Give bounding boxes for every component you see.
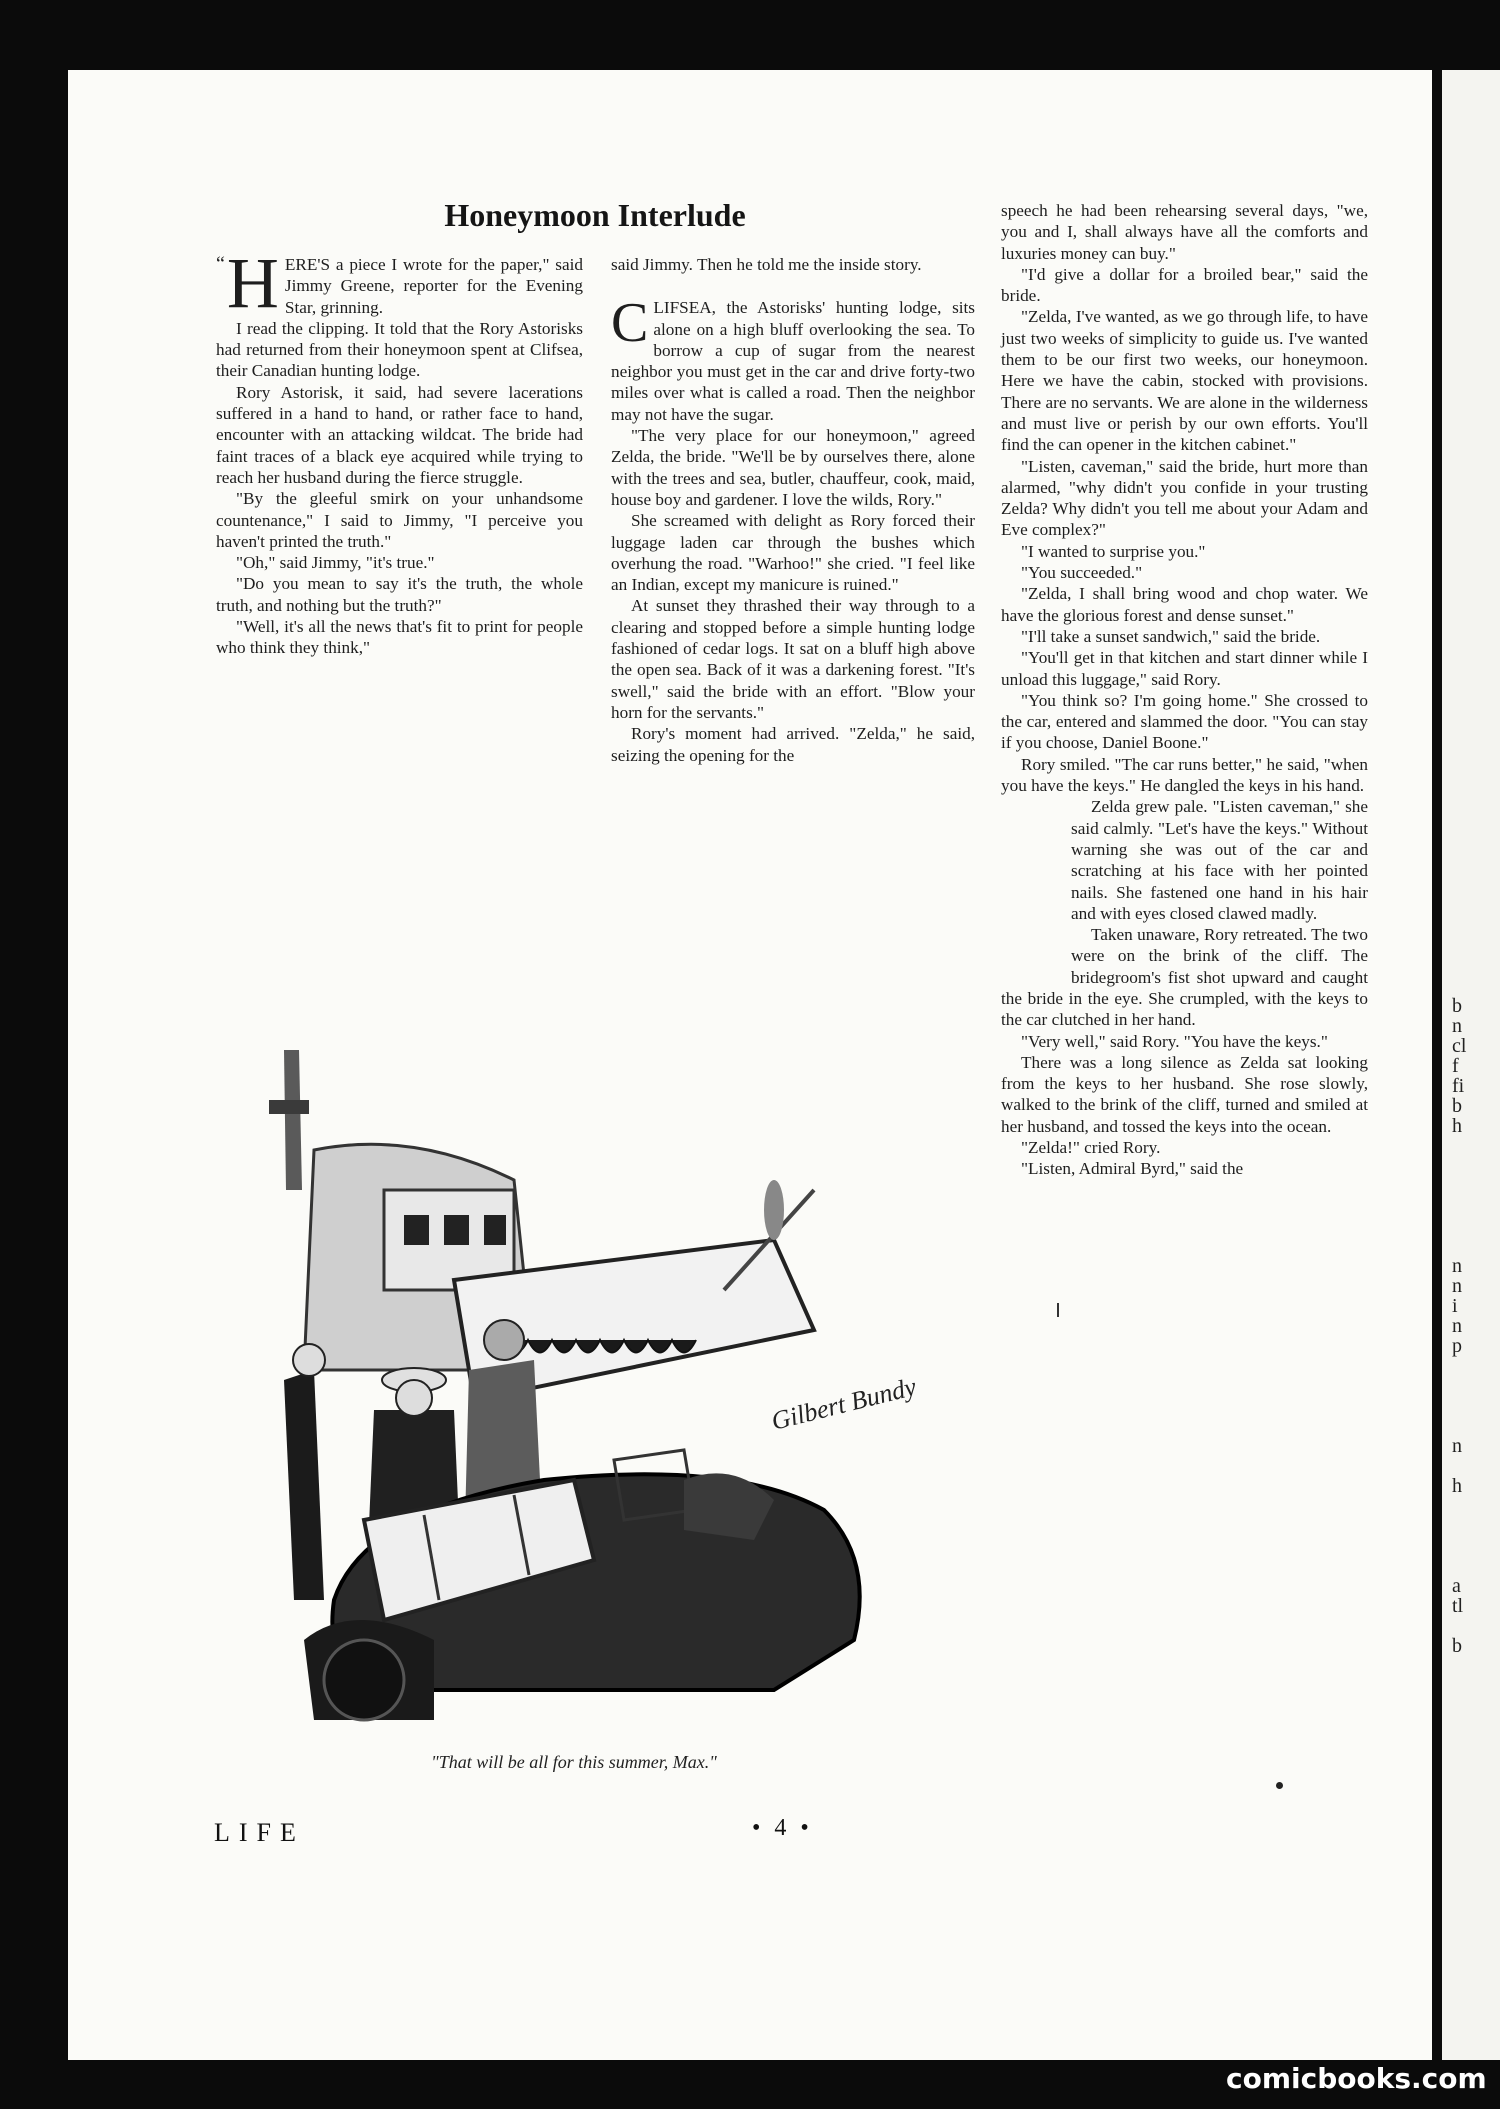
adjacent-page-fragment [1452,1176,1492,1196]
adjacent-page-fragment: n [1452,1315,1462,1337]
adjacent-page-fragment [1452,1496,1492,1516]
adjacent-page-fragment: a [1452,1575,1461,1597]
adjacent-page-fragment: b [1452,1635,1462,1657]
adjacent-page-fragment [1452,1356,1492,1376]
chauffeur-head [484,1320,524,1360]
paragraph: She screamed with delight as Rory forced their luggage laden car through the bushes which overhung the road. "Warhoo!" she cried. "I feel like an Indian, except my manicure is ruined." [611,511,975,595]
end-mark [1276,1782,1283,1789]
adjacent-page-fragment [1452,1136,1492,1156]
page-number: • 4 • [752,1815,813,1841]
adjacent-page-text [1452,996,1492,1656]
magazine-name: LIFE [214,1818,305,1847]
paragraph: "Listen, caveman," said the bride, hurt more than alarmed, "why didn't you confide in your trusting Zelda? Why didn't you tell me about your Adam and Eve complex?" [1001,456,1368,540]
paragraph: "You'll get in that kitchen and start dinner while I unload this luggage," said Rory. [1001,648,1368,689]
article-column-2 [611,254,975,766]
adjacent-page-fragment [1452,1416,1492,1436]
paragraph: Zelda grew pale. "Listen caveman," she said calmly. "Let's have the keys." Without warning she was out of the car and scratching at his face with her pointed nails. She fastened one hand in his hair and with eyes closed clawed madly. [1071,797,1368,923]
adjacent-page-fragment: i [1452,1295,1458,1317]
adjacent-page-fragment: n [1452,1015,1462,1037]
adjacent-page-fragment: n [1452,1435,1462,1457]
paragraph: "Well, it's all the news that's fit to print for people who think they think," [216,617,583,658]
paragraph: "You think so? I'm going home." She crossed to the car, entered and slammed the door. "You can stay if you choose, Daniel Boone." [1001,690,1368,753]
ship-window [444,1215,469,1245]
adjacent-page-fragment: tl [1452,1595,1464,1617]
paragraph: "I'd give a dollar for a broiled bear," said the bride. [1001,264,1368,306]
paragraph: "Do you mean to say it's the truth, the whole truth, and nothing but the truth?" [216,574,583,615]
article-title: Honeymoon Interlude [444,197,746,233]
paragraph: "Zelda!" cried Rory. [1021,1138,1161,1158]
adjacent-page-fragment: b [1452,995,1462,1017]
stray-mark [1057,1303,1059,1317]
ship-mast-band [269,1100,309,1114]
adjacent-page-fragment [1452,1156,1492,1176]
adjacent-page-fragment: n [1452,1255,1462,1277]
sailor-head [293,1344,325,1376]
adjacent-page-fragment: p [1452,1335,1462,1357]
paragraph: Rory's moment had arrived. "Zelda," he said, seizing the opening for the [611,724,975,765]
adjacent-page-fragment [1452,1556,1492,1576]
figure-on-gangway [764,1180,784,1240]
boat-and-car-illustration [214,1040,984,1740]
ship-window [404,1215,429,1245]
ship-mast [284,1050,302,1190]
paragraph: I read the clipping. It told that the Rory Astorisks had returned from their honeymoon spent at Clifsea, their Canadian hunting lodge. [216,318,583,381]
drop-cap: C [611,292,649,355]
ship-window [484,1215,506,1245]
man-head [396,1380,432,1416]
paragraph: Rory Astorisk, it said, had severe lacerations suffered in a hand to hand, or rather face to hand, encounter with an attacking wildcat. The bride had faint traces of a black eye acquired while trying to reach her husband during the fierce struggle. [216,382,583,487]
paragraph: "I wanted to surprise you." [1021,541,1206,561]
adjacent-page-fragment [1452,1516,1492,1536]
adjacent-page-fragment [1452,1456,1492,1476]
paragraph: "The very place for our honeymoon," agreed Zelda, the bride. "We'll be by ourselves there, alone with the trees and sea, butler, chauffeur, cook, maid, house boy and gardener. I love the wilds, Rory." [611,426,975,509]
adjacent-page-fragment [1452,1236,1492,1256]
adjacent-page-fragment: b [1452,1095,1462,1117]
adjacent-page-fragment: cl [1452,1035,1467,1057]
paragraph: "Very well," said Rory. "You have the keys." [1021,1031,1328,1051]
paragraph: There was a long silence as Zelda sat looking from the keys to her husband. She rose slowly, walked to the brink of the cliff, turned and smiled at her husband, and tossed the keys into the ocean. [1001,1052,1368,1136]
paragraph: CLIFSEA, the Astorisks' hunting lodge, sits alone on a high bluff overlooking the sea. To borrow a cup of sugar from the nearest neighbor you must get in the car and drive forty-two miles over what is called a road. Then the neighbor may not have the sugar. [611,292,975,424]
watermark: comicbooks.com [1226,2062,1487,2095]
paragraph: "Oh," said Jimmy, "it's true." [236,553,435,573]
article-column-1 [216,243,583,659]
paragraph: Rory smiled. "The car runs better," he said, "when you have the keys." He dangled the keys in his hand. [1001,754,1368,796]
paragraph: speech he had been rehearsing several days, "we, you and I, shall always have all the comforts and luxuries money can buy." [1001,201,1368,263]
paragraph: "I'll take a sunset sandwich," said the bride. [1021,626,1321,646]
artist-signature: Gilbert Bundy [768,1371,920,1436]
adjacent-page-fragment [1452,1196,1492,1216]
adjacent-page-fragment: fi [1452,1075,1465,1097]
paragraph: "You succeeded." [1021,563,1143,583]
adjacent-page-fragment [1452,1396,1492,1416]
adjacent-page-fragment [1452,1616,1492,1636]
paragraph: At sunset they thrashed their way through to a clearing and stopped before a simple hunting lodge fashioned of cedar logs. It sat on a bluff high above the open sea. Back of it was a darkening forest. "It's swell," said the bride with an effort. "Blow your horn for the servants." [611,596,975,722]
adjacent-page-fragment: n [1452,1275,1462,1297]
adjacent-page-fragment [1452,1536,1492,1556]
paragraph: "Zelda, I shall bring wood and chop water. We have the glorious forest and dense sunset." [1001,584,1368,625]
drop-cap: H [226,243,279,323]
adjacent-page-fragment [1452,1376,1492,1396]
illustration-caption: "That will be all for this summer, Max." [431,1752,717,1772]
article-column-3 [1001,200,1368,1180]
paragraph: Taken unaware, Rory retreated. The two were on the brink of the cliff. The bridegroom's fist shot upward and caught the bride in the eye. She crumpled, with the keys to the car clutched in her hand. [1001,925,1368,1030]
paragraph: “ H ERE'S a piece I wrote for the paper," said Jimmy Greene, reporter for the Evening Star, grinning. [216,243,583,323]
paragraph: "Listen, Admiral Byrd," said the [1021,1159,1244,1179]
adjacent-page-fragment: h [1452,1475,1462,1497]
adjacent-page-fragment: f [1452,1055,1459,1077]
sailor-saluting [284,1370,324,1600]
adjacent-page-fragment: h [1452,1115,1462,1137]
paragraph: "Zelda, I've wanted, as we go through life, to have just two weeks of simplicity to guide us. I've wanted them to be our first two weeks, our honeymoon. Here we have the cabin, stocked with provisions. There are no servants. We are alone in the wilderness and must live or perish by our own efforts. You'll find the can opener in the kitchen cabinet." [1001,307,1368,455]
car-wheel [324,1640,404,1720]
paragraph: said Jimmy. Then he told me the inside story. [611,255,922,274]
adjacent-page-fragment [1452,1216,1492,1236]
paragraph: "By the gleeful smirk on your unhandsome countenance," I said to Jimmy, "I perceive you haven't printed the truth." [216,489,583,551]
